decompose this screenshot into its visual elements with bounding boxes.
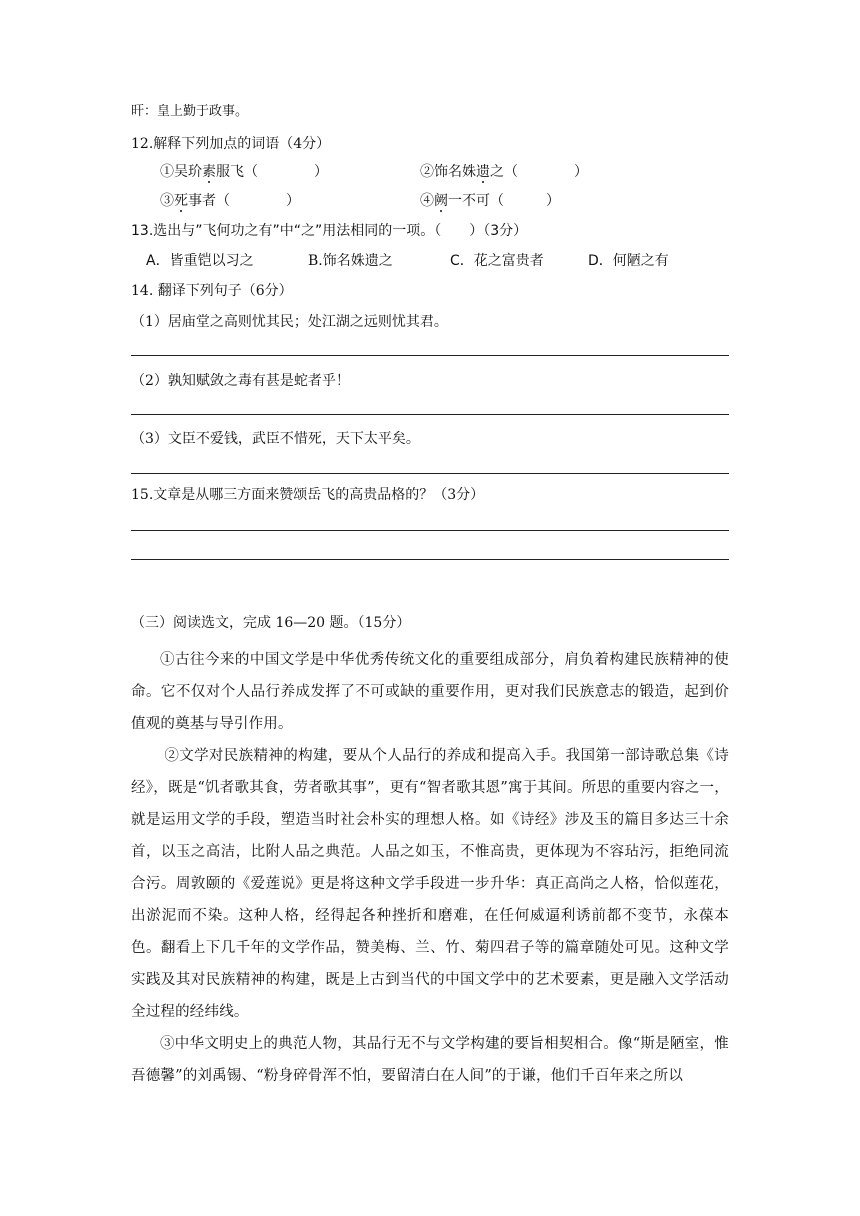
q13-option-b: B.饰名姝遗之 bbox=[308, 253, 393, 269]
q14-sentence-2: （2）孰知赋敛之毒有甚是蛇者乎！ bbox=[131, 373, 350, 389]
section-3-title: （三）阅读选文，完成 16—20 题。（15分） bbox=[131, 615, 411, 631]
question-12-title: 12.解释下列加点的词语（4分） bbox=[131, 136, 331, 152]
q14-sentence-3: （3）文臣不爱钱，武臣不惜死，天下太平矣。 bbox=[131, 431, 420, 447]
q12-item-1: ①吴玠素服飞（ ） bbox=[160, 164, 328, 180]
q12-item-2: ②饰名姝遗之（ ） bbox=[420, 164, 588, 180]
passage-paragraph-3: ③中华文明史上的典范人物，其品行无不与文学构建的要旨相契相合。像“斯是陋室，惟吾德馨”的刘禹锡、“粉身碎骨浑不怕，要留清白在人间”的于谦，他们千百年来之所以 bbox=[131, 1036, 729, 1084]
dotted-char: 素 bbox=[202, 164, 216, 180]
q13-option-c: C．花之富贵者 bbox=[450, 253, 544, 269]
question-13-title: 13.选出与”飞何功之有”中“之”用法相同的一项。（ ）（3分） bbox=[131, 223, 528, 239]
dotted-char: 阙 bbox=[434, 193, 448, 209]
passage-paragraph-2: ②文学对民族精神的构建，要从个人品行的养成和提高入手。我国第一部诗歌总集《诗经》，既是“饥者歌其食，劳者歌其事”，更有“智者歌其恩”寓于其间。所思的重要内容之一，就是运用文学的手段，塑造当时社会朴实的理想人格。如《诗经》涉及玉的篇目多达三十余首，以玉之高洁，比附人品之典范。人品之如玉，不惟高贵，更体现为不容玷污，拒绝同流合污。周敦颐的《爱莲说》更是将这种文学手段进一步升华：真正高尚之人格，恰似莲花，出淤泥而不染。这种人格，经得起各种挫折和磨难，在任何威逼利诱前都不变节，永葆本色。翻看上下几千年的文学作品，赞美梅、兰、竹、菊四君子等的篇章随处可见。这种文学实践及其对民族精神的构建，既是上古到当代的中国文学中的艺术要素，更是融入文学活动全过程的经纬线。 bbox=[131, 748, 729, 1020]
answer-rule-3 bbox=[131, 473, 729, 474]
answer-rule-5 bbox=[131, 559, 729, 560]
answer-rule-2 bbox=[131, 414, 729, 415]
question-14-title: 14. 翻译下列句子（6分） bbox=[131, 283, 293, 299]
answer-line-gan: 旰：皇上勤于政事。 bbox=[131, 104, 249, 119]
dotted-char: 死 bbox=[174, 193, 188, 209]
dotted-char: 遗 bbox=[476, 164, 490, 180]
answer-rule-4 bbox=[131, 530, 729, 531]
q13-option-d: D．何陋之有 bbox=[588, 253, 669, 269]
question-15-title: 15.文章是从哪三方面来赞颂岳飞的高贵品格的？（3分） bbox=[131, 487, 485, 503]
q12-item-3: ③死事者（ ） bbox=[160, 193, 300, 209]
answer-rule-1 bbox=[131, 355, 729, 356]
q12-item-4: ④阙一不可（ ） bbox=[420, 193, 560, 209]
q14-sentence-1: （1）居庙堂之高则忧其民；处江湖之远则忧其君。 bbox=[131, 314, 448, 330]
passage-paragraph-1: ①古往今来的中国文学是中华优秀传统文化的重要组成部分，肩负着构建民族精神的使命。它不仅对个人品行养成发挥了不可或缺的重要作用，更对我们民族意志的锻造，起到价值观的奠基与导引作用。 bbox=[131, 652, 729, 732]
q13-option-a: A．皆重铠以习之 bbox=[146, 253, 254, 269]
